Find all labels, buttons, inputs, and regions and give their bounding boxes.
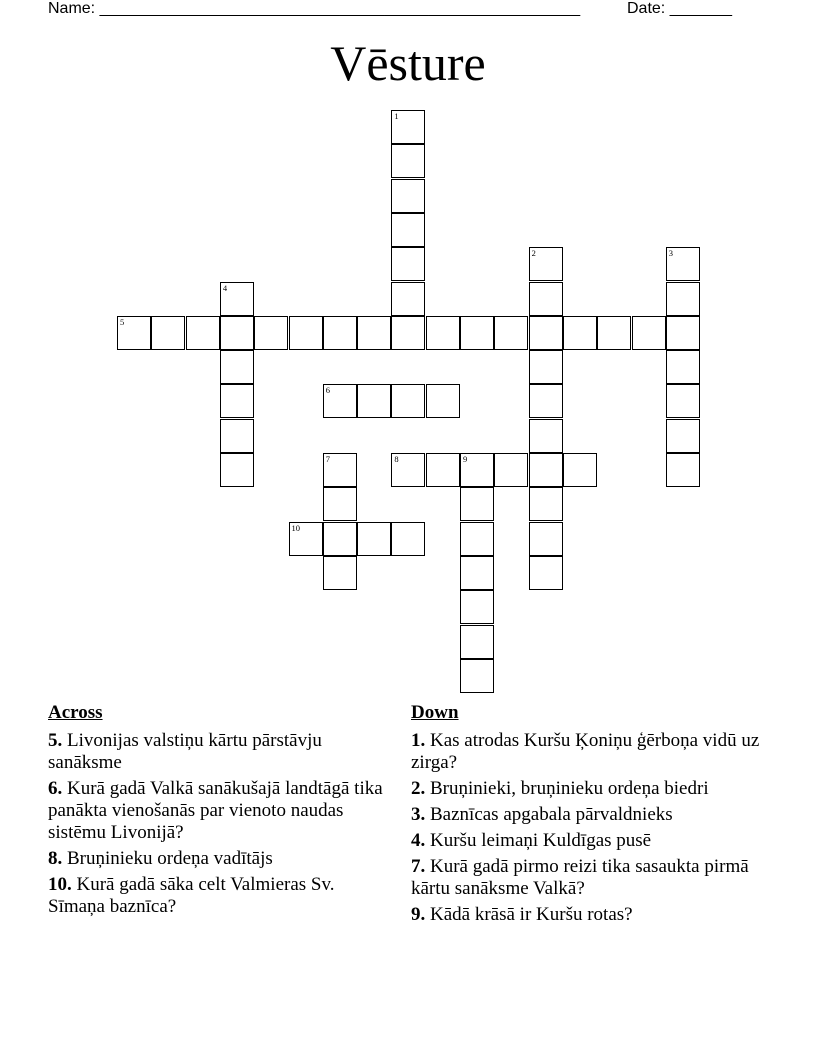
across-clue — [48, 778, 393, 844]
grid-cell[interactable] — [529, 350, 563, 384]
grid-cell[interactable] — [220, 282, 254, 316]
clue-number: 9. — [411, 904, 426, 925]
down-clue — [411, 830, 781, 852]
grid-cell[interactable] — [289, 316, 323, 350]
grid-cell[interactable] — [529, 522, 563, 556]
grid-cell[interactable] — [151, 316, 185, 350]
across-clue — [48, 730, 393, 774]
clue-number: 1. — [411, 730, 426, 751]
grid-cell[interactable] — [632, 316, 666, 350]
across-clues — [48, 702, 393, 922]
across-clue — [48, 848, 393, 870]
clue-number: 7. — [411, 856, 426, 877]
across-clue — [48, 874, 393, 918]
grid-cell[interactable] — [494, 453, 528, 487]
clue-text: Kuršu leimaņi Kuldīgas pusē — [425, 830, 652, 851]
grid-cell[interactable] — [391, 282, 425, 316]
cell-number: 6 — [325, 385, 331, 396]
clue-text: Livonijas valstiņu kārtu pārstāvju sanāksme — [48, 730, 322, 773]
grid-cell[interactable] — [460, 316, 494, 350]
grid-cell[interactable] — [391, 247, 425, 281]
clue-text: Kas atrodas Kuršu Ķoniņu ģērboņa vidū uz zirga? — [411, 730, 760, 773]
name-field-label: Name: ______________________________________________________ — [48, 0, 581, 17]
clue-number: 5. — [48, 730, 63, 751]
grid-cell[interactable] — [666, 453, 700, 487]
grid-cell[interactable] — [666, 316, 700, 350]
grid-cell[interactable] — [323, 453, 357, 487]
cell-number: 1 — [394, 111, 399, 121]
grid-cell[interactable] — [391, 213, 425, 247]
clue-number: 6. — [48, 778, 63, 799]
grid-cell[interactable] — [529, 487, 563, 521]
down-clue — [411, 904, 781, 926]
grid-cell[interactable] — [460, 487, 494, 521]
clue-text: Kurā gadā Valkā sanākušajā landtāgā tika panākta vienošanās par vienoto naudas sistēmu Livonijā? — [48, 778, 383, 843]
clue-text: Kurā gadā sāka celt Valmieras Sv. Sīmaņa baznīca? — [48, 874, 335, 917]
grid-cell[interactable] — [391, 384, 425, 418]
grid-cell[interactable] — [391, 179, 425, 213]
grid-cell[interactable] — [529, 384, 563, 418]
grid-cell[interactable] — [666, 419, 700, 453]
grid-cell[interactable] — [391, 144, 425, 178]
clue-text: Kādā krāsā ir Kuršu rotas? — [425, 904, 633, 925]
grid-cell[interactable] — [426, 453, 460, 487]
down-clue — [411, 804, 781, 826]
grid-cell[interactable] — [323, 487, 357, 521]
page-title: Vēsture — [330, 35, 486, 91]
grid-cell[interactable] — [254, 316, 288, 350]
down-clue — [411, 730, 781, 774]
down-clue — [411, 778, 781, 800]
clue-number: 2. — [411, 778, 426, 799]
grid-cell[interactable] — [426, 384, 460, 418]
grid-cell[interactable] — [220, 384, 254, 418]
grid-cell[interactable] — [357, 384, 391, 418]
grid-cell[interactable] — [460, 453, 494, 487]
grid-cell[interactable] — [357, 522, 391, 556]
clue-text: Bruņinieku ordeņa vadītājs — [62, 848, 273, 869]
clue-text: Kurā gadā pirmo reizi tika sasaukta pirmā kārtu sanāksme Valkā? — [411, 856, 749, 899]
grid-cell[interactable] — [666, 350, 700, 384]
cell-number: 10 — [291, 522, 300, 533]
down-clue — [411, 856, 781, 900]
grid-cell[interactable] — [220, 419, 254, 453]
clue-number: 3. — [411, 804, 426, 825]
cell-number: 4 — [222, 282, 228, 293]
grid-cell[interactable] — [563, 453, 597, 487]
grid-cell[interactable] — [220, 350, 254, 384]
grid-cell[interactable] — [666, 247, 700, 281]
grid-cell[interactable] — [529, 282, 563, 316]
grid-cell[interactable] — [529, 453, 563, 487]
grid-cell[interactable] — [666, 282, 700, 316]
date-field-label: Date: _______ — [627, 0, 732, 17]
grid-cell[interactable] — [323, 316, 357, 350]
grid-cell[interactable] — [391, 453, 425, 487]
grid-cell[interactable] — [494, 316, 528, 350]
grid-cell[interactable] — [666, 384, 700, 418]
cell-number: 3 — [668, 248, 674, 259]
grid-cell[interactable] — [563, 316, 597, 350]
clue-text: Baznīcas apgabala pārvaldnieks — [425, 804, 673, 825]
cell-number: 5 — [120, 316, 125, 327]
cell-number: 2 — [531, 248, 536, 259]
cell-number: 8 — [394, 454, 399, 464]
grid-cell[interactable] — [529, 419, 563, 453]
cell-number: 9 — [463, 454, 468, 464]
grid-cell[interactable] — [323, 522, 357, 556]
grid-cell[interactable] — [529, 556, 563, 590]
down-heading: Down — [411, 702, 459, 723]
grid-cell[interactable] — [117, 316, 151, 350]
clue-text: Bruņinieki, bruņinieku ordeņa biedri — [425, 778, 709, 799]
grid-cell[interactable] — [460, 659, 494, 693]
grid-cell[interactable] — [529, 316, 563, 350]
grid-cell[interactable] — [391, 110, 425, 144]
grid-cell[interactable] — [357, 316, 391, 350]
grid-cell[interactable] — [391, 316, 425, 350]
grid-cell[interactable] — [289, 522, 323, 556]
across-heading: Across — [48, 702, 103, 723]
grid-cell[interactable] — [220, 453, 254, 487]
cell-number: 7 — [325, 454, 331, 464]
grid-cell[interactable] — [529, 247, 563, 281]
grid-cell[interactable] — [391, 522, 425, 556]
grid-cell[interactable] — [460, 556, 494, 590]
grid-cell[interactable] — [460, 522, 494, 556]
clue-number: 10. — [48, 874, 72, 895]
clue-number: 8. — [48, 848, 63, 869]
grid-cell[interactable] — [323, 556, 357, 590]
grid-cell[interactable] — [460, 590, 494, 624]
down-clues — [411, 702, 781, 930]
grid-cell[interactable] — [426, 316, 460, 350]
grid-cell[interactable] — [597, 316, 631, 350]
clue-number: 4. — [411, 830, 426, 851]
grid-cell[interactable] — [186, 316, 220, 350]
grid-cell[interactable] — [220, 316, 254, 350]
grid-cell[interactable] — [323, 384, 357, 418]
grid-cell[interactable] — [460, 625, 494, 659]
